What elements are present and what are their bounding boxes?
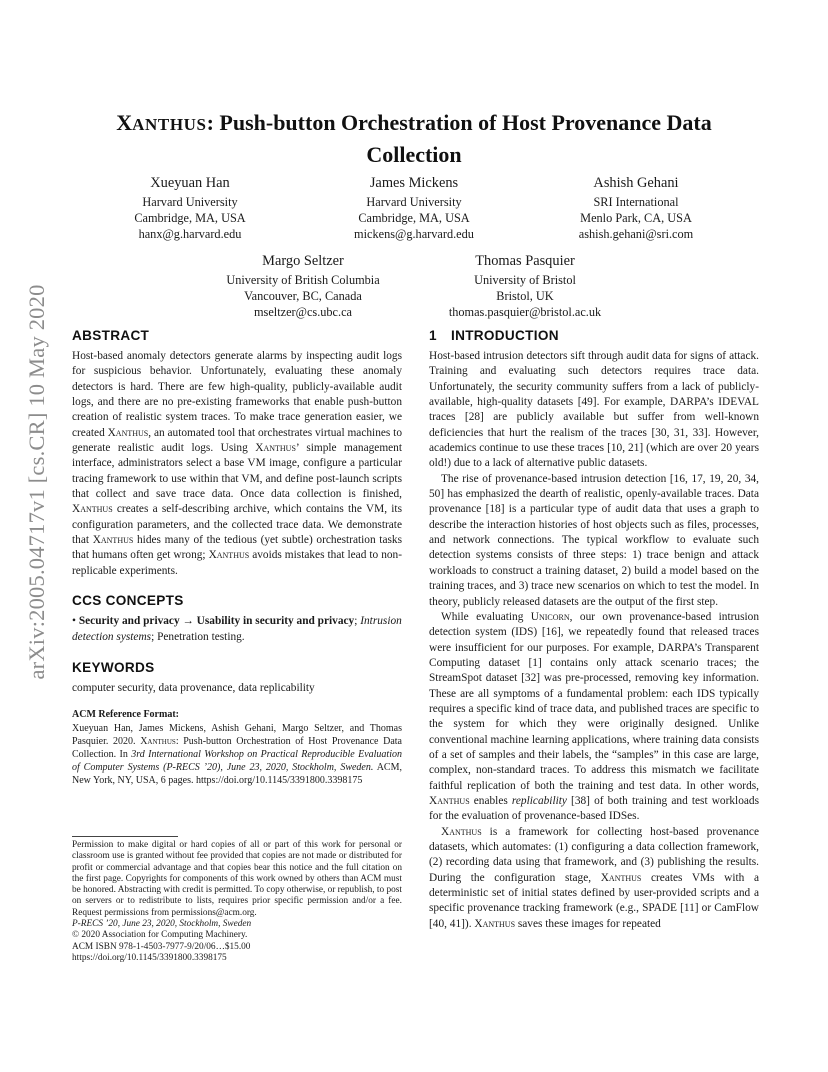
author-email[interactable]: thomas.pasquier@bristol.ac.uk: [448, 305, 602, 319]
author-location: Bristol, UK: [496, 289, 554, 303]
permission-copyright: © 2020 Association for Computing Machinery.: [72, 930, 248, 941]
acm-ref-text: Xueyuan Han, James Mickens, Ashish Gehani, Margo Seltzer, and Thomas Pasquier. 2020. Xanthus: Push-button Orchestration of Host Provenance Data Collection. In 3rd International Workshop on Practical Reproducible Evaluation of Computer Systems (P-RECS ’20), June 23, 2020, Stockholm, Sweden. ACM, New York, NY, USA, 6 pages. https://doi.org/10.1145/3391800.3398175: [72, 723, 402, 787]
intro-paragraph: Xanthus is a framework for collecting host-based provenance datasets, which automates: (1) configuring a data collection framework, (2) recording data using that framework, and (3) publishing the results. During the configuration stage, Xanthus creates VMs with a deterministic set of initial states defined by user-provided scripts and a specific provenance tracking framework (e.g., SPADE [11] or CamFlow [40, 41]). Xanthus saves these images for repeated: [429, 825, 759, 930]
title-name-rest: ANTHUS: [132, 115, 207, 134]
intro-paragraph: While evaluating Unicorn, our own provenance-based intrusion detection system (IDS) [16], we repeatedly found that released traces were insufficient for our purposes. For example, DARPA’s Transparent Computing dataset [1] contains only attack scenario traces; the StreamSpot dataset [32] was pre-processed, removing key information. These are all symptoms of a fundamental problem: each IDS typically requires a specific kind of trace data, and published traces are specific to the system for which they were originally designed. Unlike conventional machine learning applications, where training data consists of a set of samples and their labels, the “samples” in this case are large, complex, non-standard traces. To address this mismatch we facilitate faithful replication of both the training and test data. In other words, Xanthus enables replicability [38] of both training and test workloads for the evaluation of provenance-based IDSes.: [429, 610, 759, 823]
section-title: INTRODUCTION: [451, 328, 559, 343]
author-affiliation: University of Bristol: [474, 273, 576, 287]
permission-venue: P-RECS ’20, June 23, 2020, Stockholm, Sweden: [72, 919, 252, 930]
keywords-text: computer security, data provenance, data replicability: [72, 681, 315, 694]
author-name: Thomas Pasquier: [475, 253, 575, 269]
author-location: Vancouver, BC, Canada: [244, 289, 362, 303]
author-name: Margo Seltzer: [262, 253, 344, 269]
abstract-heading: ABSTRACT: [72, 328, 150, 343]
author-email[interactable]: mickens@g.harvard.edu: [354, 227, 474, 241]
author-block: [516, 174, 756, 242]
author-email[interactable]: ashish.gehani@sri.com: [578, 227, 694, 241]
arxiv-stamp: [22, 272, 52, 692]
ccs-text: • Security and privacy → Usability in security and privacy; Intrusion detection systems; Penetration testing.: [72, 615, 402, 643]
author-affiliation: Harvard University: [142, 195, 238, 209]
permission-block: [72, 840, 402, 964]
permission-isbn: ACM ISBN 978-1-4503-7977-9/20/06…$15.00: [72, 941, 251, 952]
author-name: James Mickens: [369, 175, 459, 191]
intro-paragraph: Host-based intrusion detectors sift through audit data for signs of attack. Training and evaluating such detectors requires trace data. Unfortunately, the security community suffers from a lack of publicly-available, high-quality datasets [49]. For example, DARPA’s IDEVAL traces [28] are publicly available but suffer from well-known deficiencies that hurt the realism of the traces [30, 31, 33]. However, academics continue to use these traces [10, 21] (which are over 20 years old!) due to a lack of alternative public datasets.: [429, 350, 759, 470]
acm-ref-heading: ACM Reference Format:: [72, 709, 179, 721]
author-email[interactable]: hanx@g.harvard.edu: [138, 227, 242, 241]
intro-heading: [429, 326, 759, 346]
section-number: 1: [429, 328, 437, 343]
title-name-first: X: [116, 110, 133, 135]
left-column: [72, 326, 402, 787]
keywords-heading: KEYWORDS: [72, 659, 155, 675]
author-name: Xueyuan Han: [150, 175, 230, 191]
abstract-text: Host-based anomaly detectors generate alarms by inspecting audit logs for suspicious behavior. Unfortunately, evaluating these anomaly detectors is hard. There are few high-quality, publicly-available audit logs, and there are no pre-existing frameworks that enable push-button creation of realistic system traces. To make trace generation easier, we created Xanthus, an automated tool that orchestrates virtual machines to generate realistic audit logs. Using Xanthus’ simple management interface, administrators select a base VM image, configure a particular tracing framework to use within that VM, and define post-launch scripts that collect and save trace data. Once data collection is finished, Xanthus creates a self-describing archive, which contains the VM, its configuration parameters, and the collected trace data. We demonstrate that Xanthus hides many of the tedious (yet subtle) orchestration tasks that humans often get wrong; Xanthus avoids mistakes that lead to non-replicable experiments.: [72, 350, 403, 577]
title-rest: : Push-button Orchestration of Host Provenance Data Collection: [206, 110, 712, 167]
author-location: Menlo Park, CA, USA: [580, 211, 692, 225]
author-affiliation: SRI International: [593, 195, 679, 209]
ccs-heading: CCS CONCEPTS: [72, 593, 184, 609]
arxiv-id-text: arXiv:2005.04717v1 [cs.CR] 10 May 2020: [24, 284, 49, 680]
paper-title: [72, 108, 756, 170]
footnote-rule: [72, 836, 178, 837]
right-column: [429, 326, 759, 932]
intro-paragraph: The rise of provenance-based intrusion detection [16, 17, 19, 20, 34, 50] has emphasized the dearth of realistic, openly-available traces. Data provenance [18] is a particular type of audit data that uses a graph to describe the interaction histories of host objects such as files, processes, and network connections. The typical workflow to evaluate such detection systems consists of three steps: 1) trace benign and attack workloads to construct a training dataset, 2) build a model based on the training traces, and 3) trace new scenarios on which to test the model. In theory, publicly released datasets are the output of the first step.: [429, 472, 759, 608]
author-block: [70, 174, 310, 242]
author-affiliation: University of British Columbia: [226, 273, 380, 287]
author-block: [294, 174, 534, 242]
author-location: Cambridge, MA, USA: [358, 211, 470, 225]
author-email[interactable]: mseltzer@cs.ubc.ca: [253, 305, 353, 319]
author-block: [405, 252, 645, 320]
author-location: Cambridge, MA, USA: [134, 211, 246, 225]
permission-text: Permission to make digital or hard copies of all or part of this work for personal or classroom use is granted without fee provided that copies are not made or distributed for profit or commercial advantage and that copies bear this notice and the full citation on the first page. Copyrights for components of this work owned by others than ACM must be honored. Abstracting with credit is permitted. To copy otherwise, or republish, to post on servers or to redistribute to lists, requires prior specific permission and/or a fee. Request permissions from permissions@acm.org.: [72, 840, 402, 918]
author-block: [183, 252, 423, 320]
author-name: Ashish Gehani: [593, 175, 679, 191]
permission-doi[interactable]: https://doi.org/10.1145/3391800.3398175: [72, 952, 227, 963]
author-affiliation: Harvard University: [366, 195, 462, 209]
